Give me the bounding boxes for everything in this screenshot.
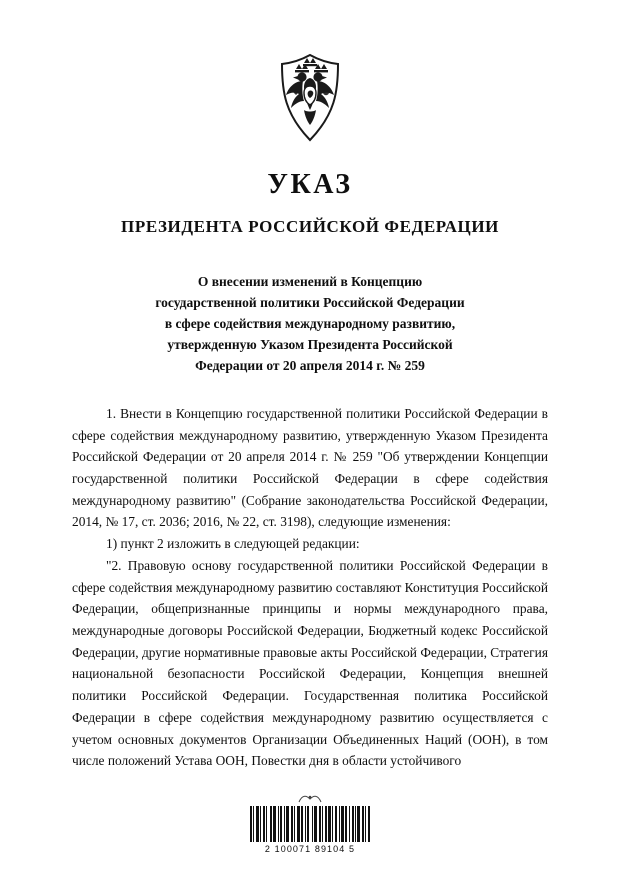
barcode-number: 2 100071 89104 5 [264, 844, 356, 854]
barcode [250, 806, 370, 842]
decree-heading [72, 272, 548, 377]
decree-body [72, 403, 548, 772]
decree-heading-line-3: в сфере содействия международному развитию, [164, 316, 456, 332]
russian-coat-of-arms-icon [271, 52, 349, 144]
decree-heading-line-2: государственной политики Российской Федерации [155, 295, 465, 311]
page-subtitle: ПРЕЗИДЕНТА РОССИЙСКОЙ ФЕДЕРАЦИИ [121, 216, 499, 236]
footer [0, 793, 620, 854]
body-paragraph-2: 1) пункт 2 изложить в следующей редакции: [106, 536, 360, 552]
body-paragraph-3: "2. Правовую основу государственной политики Российской Федерации в сфере содействия международному развитию составляют Конституция Российской Федерации, общепризнанные принципы и нормы международного права, международные договоры Российской Федерации, Бюджетный кодекс Российской Федерации, другие нормативные правовые акты Российской Федерации, Стратегия национальной безопасности Российской Федерации, Концепция внешней политики Российской Федерации. Государственная политика Российской Федерации в сфере содействия международному развитию осуществляется с учетом основных документов Организации Объединенных Наций (ООН), в том числе положений Устава ООН, Повестки дня в области устойчивого [72, 557, 548, 769]
page-title: УКАЗ [267, 169, 353, 200]
decree-heading-line-4: утвержденную Указом Президента Российской [167, 337, 453, 353]
body-paragraph-1: 1. Внести в Концепцию государственной политики Российской Федерации в сфере содействия международному развитию, утвержденную Указом Президента Российской Федерации от 20 апреля 2014 г. № 259 "Об утверждении Концепции государственной политики Российской Федерации в сфере содействия международному развитию" (Собрание законодательства Российской Федерации, 2014, № 17, ст. 2036; 2016, № 22, ст. 3198), следующие изменения: [72, 405, 548, 530]
decree-heading-line-5: Федерации от 20 апреля 2014 г. № 259 [195, 358, 425, 374]
decree-heading-line-1: О внесении изменений в Концепцию [197, 274, 423, 290]
emblem-container [72, 0, 548, 144]
ornament-icon [297, 793, 323, 804]
